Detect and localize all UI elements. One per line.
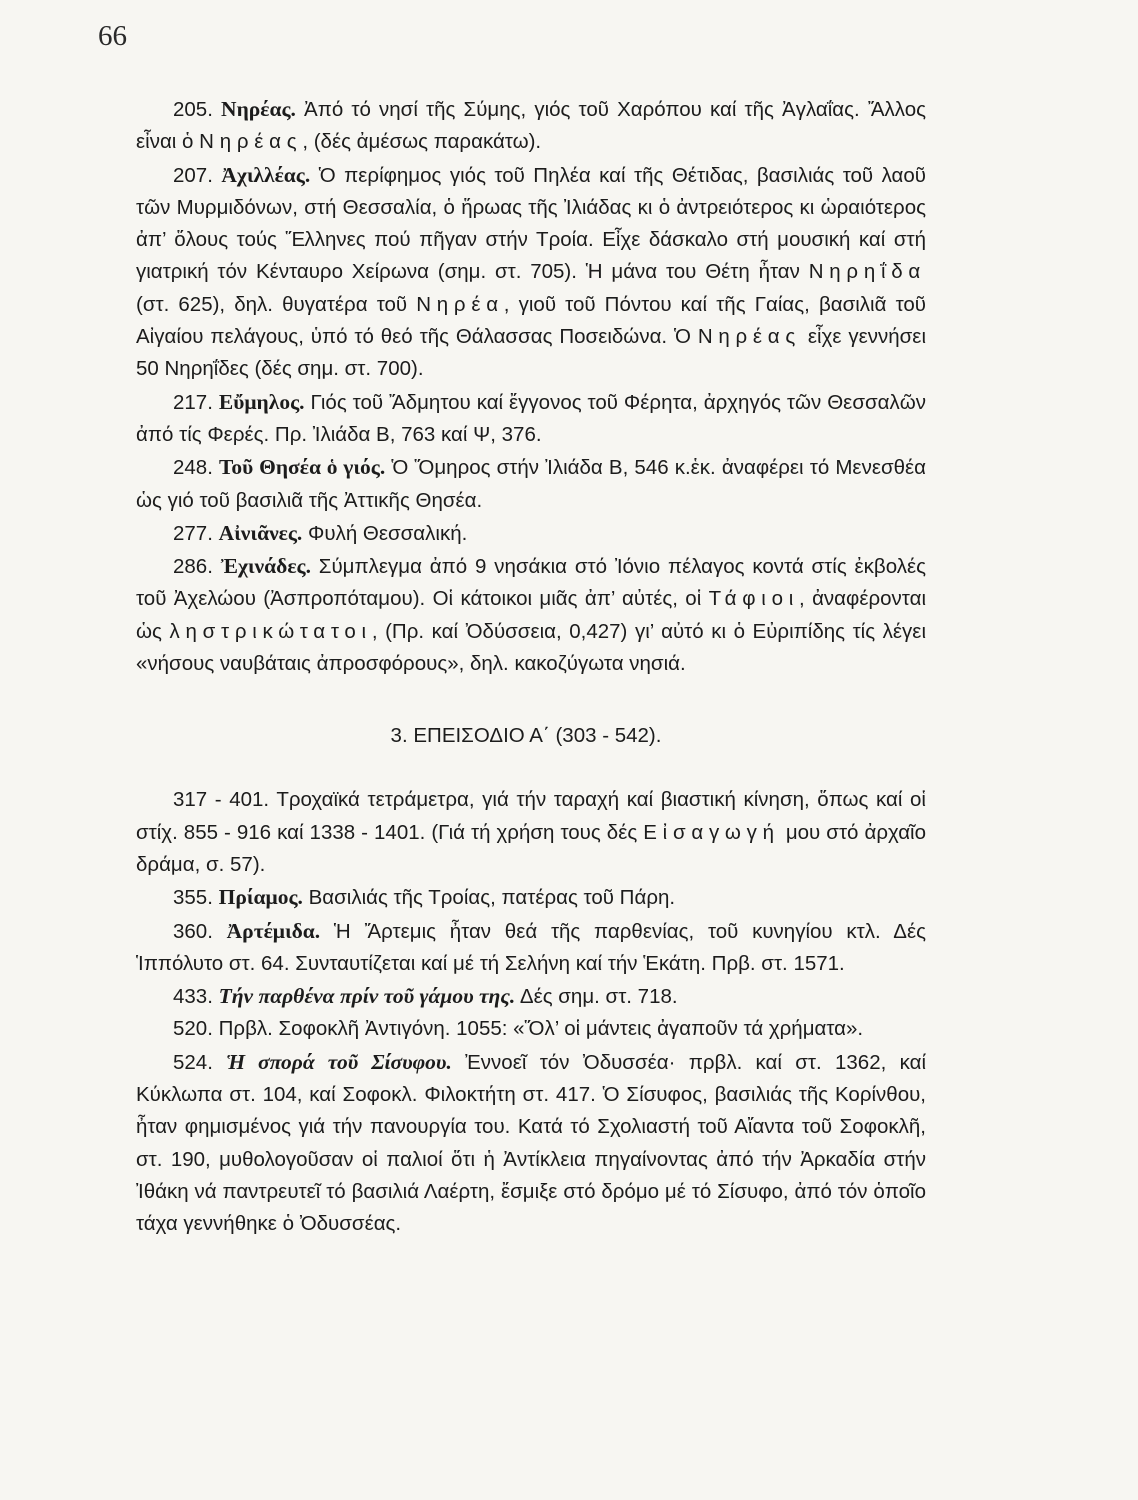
note-spaced-term: Νηρέας	[199, 130, 303, 154]
note-headword: Τοῦ Θησέα ὁ γιός.	[219, 455, 386, 480]
note-text: Βασιλιάς τῆς Τροίας, πατέρας τοῦ Πάρη.	[302, 886, 676, 910]
note-text: εἶχε γεννήσει 50 Νηρηΐδες (δές σημ. στ. 700).	[136, 325, 926, 381]
note-line-number: 217.	[173, 390, 213, 414]
note-line-number: 360.	[173, 919, 213, 943]
page-number: 66	[98, 20, 127, 52]
note-text: Τροχαϊκά τετράμετρα, γιά τήν ταραχή καί βιαστική κίνηση, ὅπως καί οἱ στίχ. 855 - 916 καί 1338 - 1401. (Γιά τή χρήση τους δές	[136, 788, 926, 844]
note-entry	[136, 980, 926, 1013]
note-line-number: 205.	[173, 98, 213, 121]
note-spaced-term: Νηρηΐδα	[808, 260, 926, 284]
note-entry	[136, 550, 926, 680]
note-text: Γιός τοῦ Ἄδμητου καί ἔγγονος τοῦ Φέρητα, ἀρχηγός τῶν Θεσσαλῶν ἀπό τίς Φερές. Πρ. Ἰλιάδα Β, 763 καί Ψ, 376.	[136, 390, 926, 446]
note-text: Ἐννοεῖ τόν Ὀδυσσέα· πρβλ. καί στ. 1362, καί Κύκλωπα στ. 104, καί Σοφοκλ. Φιλοκτήτη στ. 417. Ὁ Σίσυφος, βασιλιάς τῆς Κορίνθου, ἦταν φημισμένος γιά τήν πανουργία του. Κατά τό Σχολιαστή τοῦ Αἴαντα τοῦ Σοφοκλῆ, στ. 190, μυθολογοῦσαν οἱ παλιοί ὅτι ἡ Ἀντίκλεια πηγαίνοντας ἀπό τήν Ἀρκαδία στήν Ἰθάκη νά παντρευτεῖ τό βασιλιά Λαέρτη, ἔσμιξε στό δρόμο μέ τό Σίσυφο, ἀπό τόν ὁποῖο τάχα γεννήθηκε ὁ Ὀδυσσέας.	[136, 1050, 926, 1236]
note-spaced-term: Εἰσαγωγή	[643, 820, 780, 844]
note-entry	[136, 915, 926, 981]
note-line-number: 433.	[173, 985, 213, 1009]
note-spaced-term: Νηρέα	[416, 292, 504, 316]
note-line-number: 524.	[173, 1050, 213, 1074]
note-text: Ἀπό τό νησί τῆς Σύμης, γιός τοῦ Χαρόπου καί τῆς Ἀγλαΐας. Ἄλλος εἶναι ὁ	[136, 98, 926, 154]
note-headword: Ἀχιλλέας.	[221, 162, 311, 187]
note-line-number: 286.	[173, 555, 213, 579]
note-text: , (δές ἀμέσως παρακάτω).	[302, 130, 542, 154]
note-entry	[136, 881, 926, 914]
note-text: Ἡ Ἄρτεμις ἦταν θεά τῆς παρθενίας, τοῦ κυνηγίου κτλ. Δές Ἱππόλυτο στ. 64. Συνταυτίζεται καί μέ τή Σελήνη καί τήν Ἑκάτη. Πρβ. στ. 1571.	[136, 919, 926, 975]
note-headword: Εὔμηλος.	[218, 389, 305, 414]
note-text: , (Πρ. καί Ὀδύσσεια, 0,427) γι’ αὐτό κι ὁ Εὐριπίδης τίς λέγει «νήσους ναυβάταις ἀπροσφόρους», δηλ. κακοζύγωτα νησιά.	[136, 619, 926, 676]
note-text: , ἀναφέρονται ὡς	[136, 587, 926, 643]
section-title: 3. ΕΠΕΙΣΟΔΙΟ Α΄ (303 - 542).	[390, 724, 662, 748]
note-line-number: 207.	[173, 163, 213, 187]
notes-group-parodos	[136, 93, 926, 680]
note-text: , γιοῦ τοῦ Πόντου καί τῆς Γαίας, βασιλιᾶ τοῦ Αἰγαίου πελάγους, ὑπό τό θεό τῆς Θάλασσας Ποσειδώνα. Ὁ	[136, 292, 926, 349]
note-spaced-term: Τάφιοι	[708, 587, 800, 611]
note-spaced-term: ληστρικώτατοι	[169, 619, 372, 643]
note-spaced-term: Νηρέας	[697, 325, 802, 349]
note-entry	[136, 1046, 926, 1241]
note-text: (στ. 625), δηλ. θυγατέρα τοῦ	[136, 292, 417, 316]
note-text: Ὁ περίφημος γιός τοῦ Πηλέα καί τῆς Θέτιδας, βασιλιάς τοῦ λαοῦ τῶν Μυρμιδόνων, στή Θεσσαλία, ὁ ἥρωας τῆς Ἰλιάδας κι ὁ ἀντρειότερος κι ὡραιότερος ἀπ’ ὅλους τούς Ἕλληνες πού πῆγαν στήν Τροία. Εἶχε δάσκαλο στή μουσική καί στή γιατρική τόν Κένταυρο Χείρωνα (σημ. στ. 705). Ἡ μάνα του Θέτη ἦταν	[136, 163, 927, 284]
note-headword: Ἀρτέμιδα.	[226, 918, 321, 943]
note-headword: Τήν παρθένα πρίν τοῦ γάμου της.	[218, 984, 516, 1009]
note-headword: Ἐχινάδες.	[220, 554, 311, 579]
note-text: μου στό ἀρχαῖο δράμα, σ. 57).	[136, 820, 927, 876]
note-text: Πρβλ. Σοφοκλῆ Ἀντιγόνη. 1055: «Ὅλ’ οἱ μάντεις ἀγαποῦν τά χρήματα».	[218, 1017, 864, 1041]
note-headword: Νηρέας.	[221, 97, 296, 121]
notes-group-episode-a	[136, 784, 926, 1240]
notes-body	[136, 93, 926, 1241]
note-line-number: 277.	[173, 521, 213, 545]
note-entry	[136, 1013, 926, 1045]
note-line-number: 520.	[173, 1017, 213, 1041]
note-text: Δές σημ. στ. 718.	[515, 985, 678, 1009]
note-entry	[136, 517, 926, 550]
note-entry	[136, 93, 926, 159]
note-text: Φυλή Θεσσαλική.	[302, 521, 468, 545]
note-entry	[136, 784, 926, 881]
note-line-number: 355.	[173, 886, 213, 910]
note-text: Σύμπλεγμα ἀπό 9 νησάκια στό Ἰόνιο πέλαγος κοντά στίς ἐκβολές τοῦ Ἀχελώου (Ἀσπροπόταμου). Οἱ κάτοικοι μιᾶς ἀπ’ αὐτές, οἱ	[136, 555, 926, 611]
note-headword: Ἡ σπορά τοῦ Σίσυφου.	[226, 1049, 452, 1074]
note-entry	[136, 451, 926, 517]
note-headword: Πρίαμος.	[218, 885, 303, 910]
note-line-number: 317 - 401.	[173, 788, 270, 812]
note-line-number: 248.	[173, 456, 213, 480]
note-headword: Αἰνιᾶνες.	[218, 520, 303, 545]
note-entry	[136, 386, 926, 452]
note-entry	[136, 159, 926, 386]
note-text: Ὁ Ὅμηρος στήν Ἰλιάδα Β, 546 κ.ἑκ. ἀναφέρει τό Μενεσθέα ὡς γιό τοῦ βασιλιᾶ τῆς Ἀττικῆς Θησέα.	[136, 456, 926, 512]
